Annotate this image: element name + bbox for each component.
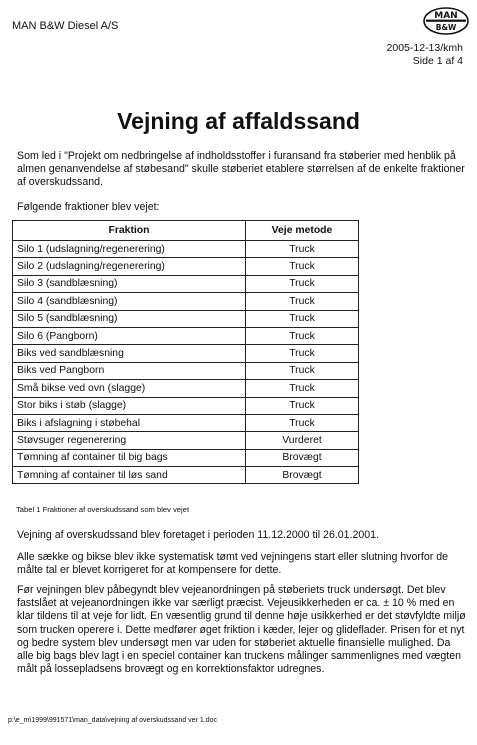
table-caption: Tabel 1 Fraktioner af overskudssand som blev vejet [16,505,190,514]
method-cell: Vurderet [246,432,359,449]
page-number: Side 1 af 4 [412,55,463,67]
table-row [13,414,359,431]
date-reference: 2005-12-13/kmh [386,42,463,54]
file-path-footer: p:\e_m\1999\991571\man_data\vejning af overskudssand ver 1.doc [8,717,217,724]
table-row [13,258,359,275]
fraction-cell: Silo 4 (sandblæsning) [13,293,246,310]
man-bw-logo [422,6,470,36]
fraction-cell: Stor biks i støb (slagge) [13,397,246,414]
bags-paragraph: Alle sække og bikse blev ikke systematisk tømt ved vejningens start eller slutning hvorfor de målte tal er blevet korrigeret for at kompensere for dette. [17,551,448,577]
fraction-cell: Silo 2 (udslagning/regenerering) [13,258,246,275]
fraction-cell: Biks ved Pangborn [13,362,246,379]
table-row [13,380,359,397]
table-row [13,345,359,362]
table-row [13,449,359,466]
fraction-cell: Biks ved sandblæsning [13,345,246,362]
method-cell: Truck [246,327,359,344]
fraction-cell: Små bikse ved ovn (slagge) [13,380,246,397]
lead-paragraph: Følgende fraktioner blev vejet: [17,201,160,213]
table-row [13,362,359,379]
intro-paragraph: Som led i "Projekt om nedbringelse af indholdsstoffer i furansand fra støberier med henblik på almen genanvendelse af støbesand" skulle støberiet etablere størrelsen af de enkelte fraktioner af overskudssand. [17,150,465,189]
document-meta [387,42,463,68]
method-cell: Truck [246,380,359,397]
table-row [13,467,359,484]
fraction-cell: Tømning af container til løs sand [13,467,246,484]
method-cell: Truck [246,241,359,258]
method-cell: Truck [246,345,359,362]
method-cell: Brovægt [246,467,359,484]
fraction-cell: Biks i afslagning i støbehal [13,414,246,431]
method-cell: Truck [246,397,359,414]
table-row [13,432,359,449]
fraction-cell: Tømning af container til big bags [13,449,246,466]
method-cell: Truck [246,362,359,379]
method-cell: Truck [246,258,359,275]
period-paragraph: Vejning af overskudssand blev foretaget i perioden 11.12.2000 til 26.01.2001. [17,529,380,541]
column-header-fraktion: Fraktion [13,221,246,241]
method-cell: Truck [246,414,359,431]
table-header-row [13,221,359,241]
logo-bottom-text: B&W [435,23,457,32]
table-row [13,241,359,258]
method-cell: Truck [246,293,359,310]
company-name: MAN B&W Diesel A/S [12,20,119,32]
document-title: Vejning af affaldssand [117,108,360,134]
fraction-cell: Støvsuger regenerering [13,432,246,449]
table-row [13,293,359,310]
column-header-veje-metode: Veje metode [246,221,359,241]
table-row [13,397,359,414]
fraction-cell: Silo 5 (sandblæsning) [13,310,246,327]
method-cell: Brovægt [246,449,359,466]
table-row [13,275,359,292]
table-row [13,310,359,327]
truck-paragraph: Før vejningen blev påbegyndt blev vejeanordningen på støberiets truck undersøgt. Det blev fastslået at vejeanordningen ikke var særligt præcist. Vejeusikkerheden er ca. ± 10 % med en klar tildens til at veje for lidt. En væsentlig grund til denne høje usikkerhed er det støvfyldte miljø som trucken operere i. Dette medfører øget friktion i kæder, lejer og glideflader. Prisen for et nyt og bedre system blev undersøgt men var uden for støberiet aktuelle finansielle mulighed. Da alle big bags blev lagt i en speciel container kan truckens målinger sammenlignes med vægten målt på lossepladsens brovægt og en korrektionsfaktor udregnes. [17,584,466,676]
fraction-cell: Silo 1 (udslagning/regenerering) [13,241,246,258]
fraction-cell: Silo 6 (Pangborn) [13,327,246,344]
method-cell: Truck [246,275,359,292]
method-cell: Truck [246,310,359,327]
logo-top-text: MAN [434,11,458,21]
fraction-cell: Silo 3 (sandblæsning) [13,275,246,292]
table-row [13,327,359,344]
fractions-table [12,220,359,484]
